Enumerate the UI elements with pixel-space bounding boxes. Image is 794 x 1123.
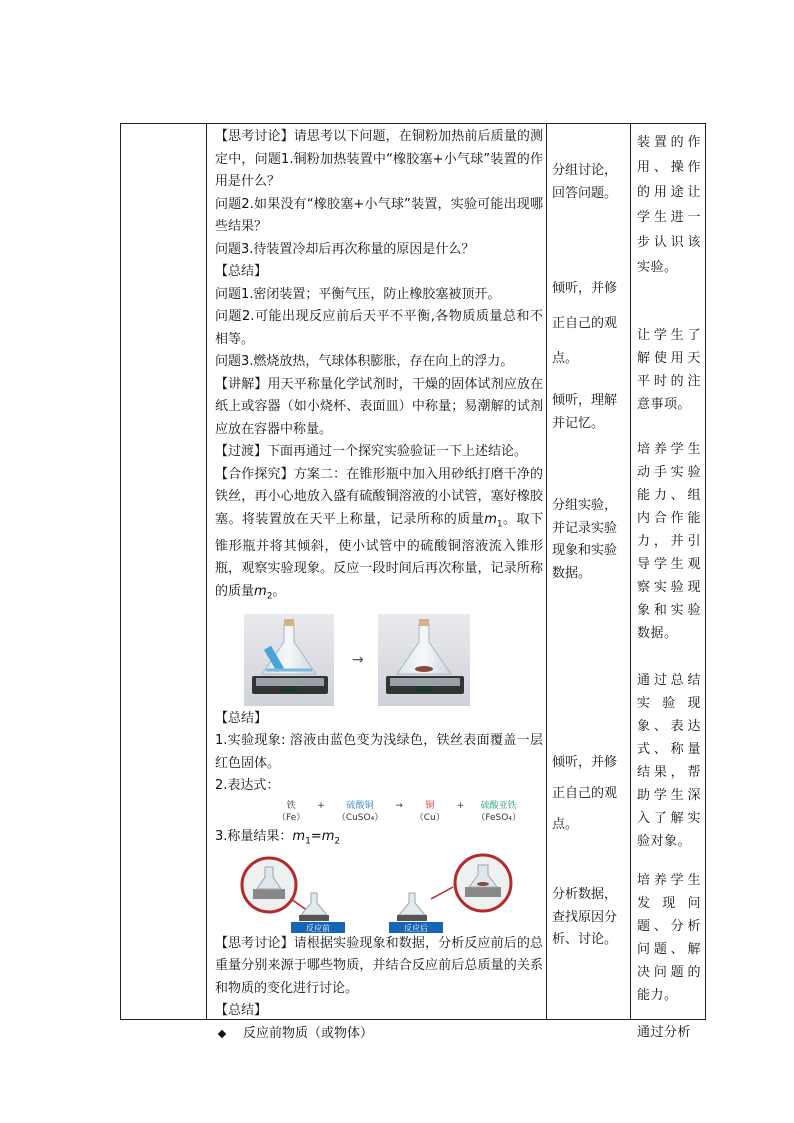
- transition-text: 【过渡】下面再通过一个探究实验验证一下上述结论。: [215, 444, 528, 459]
- column-divider: [206, 124, 207, 1019]
- arrow-glyph: →: [352, 651, 364, 668]
- equation-term-cuso4: 硫酸铜 （CuSO₄）: [336, 800, 384, 823]
- explore-text: 【合作探究】方案二：在锥形瓶中加入用砂纸打磨干净的铁丝，再小心地放入盛有硫酸铜溶液的小试管，塞好橡胶塞。将装置放在天平上称量，记录所称的质量$m_1$。取下锥形瓶并将其倾斜，使小试管中的硫酸铜溶液流入锥形瓶，观察实验现象。反应一段时间后再次称量，记录所称的质量$m_2$。: [215, 466, 543, 602]
- summary-heading-2: 【总结】: [215, 710, 268, 726]
- purpose-note-6: 通过分析: [637, 1025, 692, 1040]
- word-equation: [215, 800, 543, 824]
- answer-1: 问题1.密闭装置；平衡气压，防止橡胶塞被顶开。: [215, 286, 501, 302]
- student-note-4: 分组实验，并记录实验现象和实验数据。: [552, 498, 618, 581]
- discussion-question-1: 【思考讨论】请思考以下问题，在铜粉加热前后质量的测定中，问题1.铜粉加热装置中“橡胶塞+小气球”装置的作用是什么？: [215, 129, 543, 189]
- discussion-question-2: 问题2.如果没有“橡胶塞+小气球”装置，实验可能出现哪些结果？: [215, 196, 543, 234]
- student-note-3: 倾听，理解并记忆。: [552, 393, 618, 431]
- purpose-note-1: 装置的作用、操作的用途让学生进一步认识该实验。: [637, 135, 701, 275]
- equation-term-cu: 铜 （Cu）: [414, 800, 445, 823]
- lecture-text: 【讲解】用天平称量化学试剂时，干燥的固体试剂应放在纸上或容器（如小烧杯、表面皿）中称量；易潮解的试剂应放在容器中称量。: [215, 376, 543, 437]
- before-tag: 反应前: [306, 923, 330, 933]
- expression-label: 2.表达式：: [215, 778, 280, 794]
- student-note-5: 倾听，并修正自己的观点。: [552, 755, 618, 832]
- purpose-note-2: 让学生了解使用天平时的注意事项。: [637, 328, 701, 412]
- column-divider: [546, 124, 547, 1019]
- summary-heading-3: 【总结】: [215, 1003, 268, 1019]
- answer-3: 问题3.燃烧放热，气球体积膨胀，存在向上的浮力。: [215, 354, 514, 369]
- student-activity-cell: [549, 124, 629, 952]
- purpose-note-3: 培养学生动手实验能力、组内合作能力，并引导学生观察实验现象和实验数据。: [637, 442, 701, 641]
- lesson-table: [120, 123, 706, 1041]
- diamond-bullet-icon: [218, 1030, 226, 1038]
- discussion-question-4: 【思考讨论】请根据实验现象和数据，分析反应前后的总重量分别来源于哪些物质，并结合反应前后总质量的关系和物质的变化进行讨论。: [215, 935, 543, 996]
- discussion-question-3: 问题3.待装置冷却后再次称量的原因是什么？: [215, 241, 475, 257]
- before-after-photos: [215, 853, 543, 933]
- answer-2: 问题2.可能出现反应前后天平不平衡,各物质质量总和不相等。: [215, 309, 543, 347]
- student-note-6: 分析数据，查找原因分析、讨论。: [552, 887, 618, 947]
- summary-heading: 【总结】: [215, 264, 268, 279]
- equation-term-fe: 铁 （Fe）: [277, 800, 306, 823]
- before-after-illustration: [239, 853, 519, 933]
- purpose-note-5: 培养学生发现问题、分析问题、解决问题的能力。: [637, 873, 701, 1003]
- yields-arrow: →: [395, 800, 403, 811]
- plus-sign: +: [456, 800, 465, 811]
- experiment-photos: [215, 612, 543, 708]
- experiment-before-after-photo: [244, 614, 514, 706]
- equation-term-feso4: 硫酸亚铁 （FeSO₄）: [476, 800, 521, 823]
- design-purpose-cell: [633, 124, 705, 1044]
- weigh-result: 3.称量结果：$m_1=m_2$: [215, 828, 341, 847]
- phenomenon-text: 1.实验现象: 溶液由蓝色变为浅绿色，铁丝表面覆盖一层红色固体。: [215, 733, 543, 771]
- student-note-1: 分组讨论，回答问题。: [552, 163, 618, 201]
- column-divider: [630, 124, 631, 1019]
- teacher-activity-cell: [211, 126, 545, 1045]
- after-tag: 反应后: [404, 923, 428, 933]
- purpose-note-4: 通过总结实验现象、表达式、称量结果，帮助学生深入了解实验对象。: [637, 673, 701, 849]
- student-note-2: 倾听，并修正自己的观点。: [552, 281, 618, 366]
- plus-sign: +: [317, 800, 325, 811]
- bullet-item: 反应前物质（或物体）: [215, 1023, 543, 1046]
